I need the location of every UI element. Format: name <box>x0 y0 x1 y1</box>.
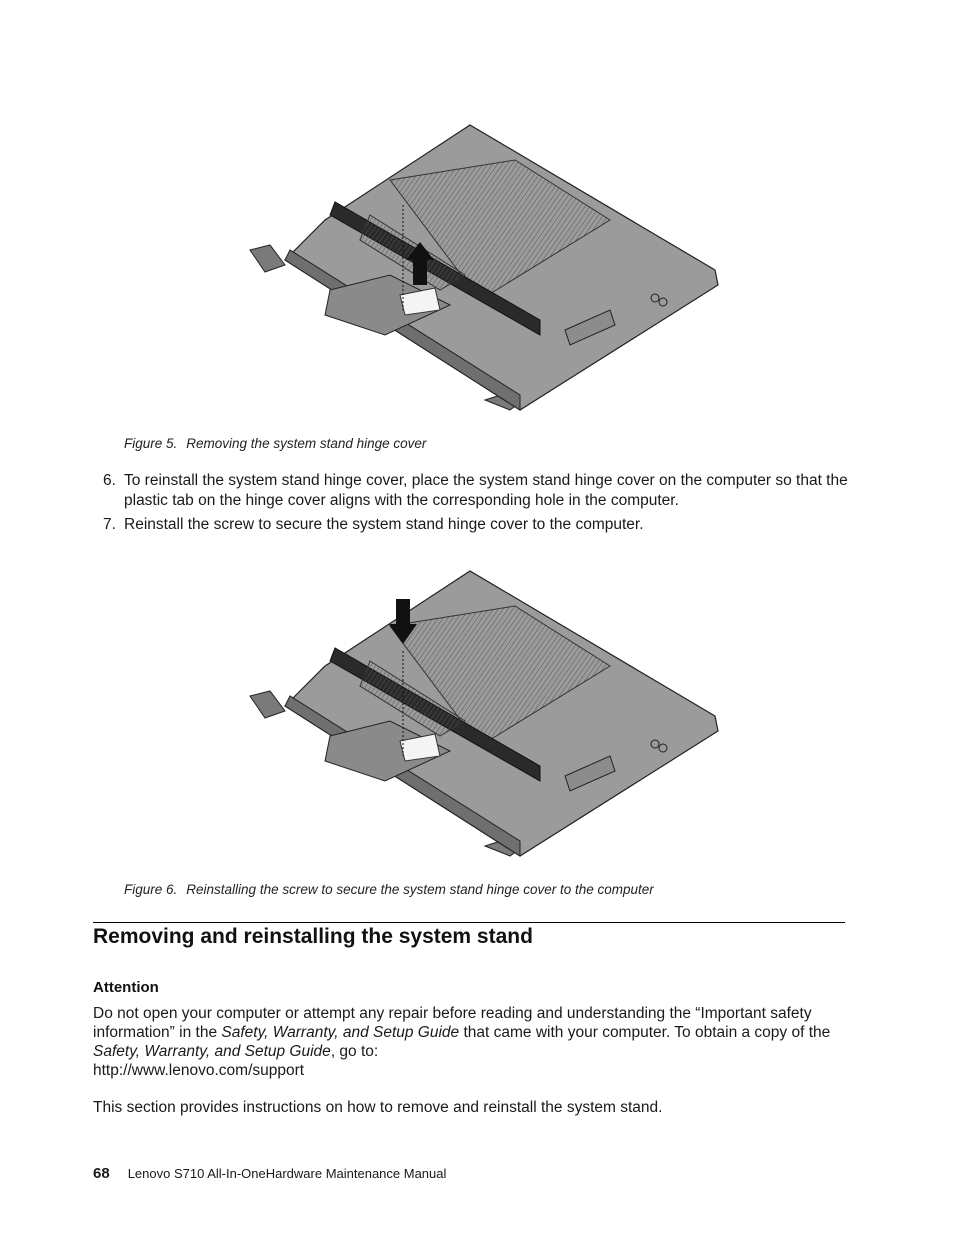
attention-text-3: , go to: <box>330 1043 379 1060</box>
step-number: 7. <box>103 516 116 533</box>
figure-5-illustration <box>240 120 730 420</box>
computer-back-illustration <box>240 120 730 420</box>
step-text: Reinstall the screw to secure the system stand hinge cover to the computer. <box>124 516 644 533</box>
attention-text-1: Do not open your computer or attempt any repair before reading and understanding the “Important safety information” in the <box>93 1005 812 1041</box>
support-url: http://www.lenovo.com/support <box>93 1062 305 1079</box>
figure-6-caption <box>124 882 654 897</box>
page-number: 68 <box>93 1165 110 1182</box>
manual-title: Lenovo S710 All-In-OneHardware Maintenance Manual <box>127 1166 447 1181</box>
figure-6-illustration <box>240 566 730 866</box>
figure-5-label: Figure 5. <box>124 436 178 451</box>
step-text: To reinstall the system stand hinge cover, place the system stand hinge cover on the computer so that the plastic tab on the hinge cover aligns with the corresponding hole in the computer. <box>124 472 848 509</box>
intro-paragraph: This section provides instructions on how to remove and reinstall the system stand. <box>93 1099 663 1116</box>
step-number: 6. <box>103 472 116 489</box>
guide-title: Safety, Warranty, and Setup Guide <box>221 1024 460 1041</box>
section-divider <box>93 922 845 923</box>
attention-text-2: that came with your computer. To obtain a copy of the <box>459 1024 831 1041</box>
figure-5-caption <box>124 436 426 451</box>
computer-back-illustration <box>240 566 730 866</box>
figure-6-text: Reinstalling the screw to secure the system stand hinge cover to the computer <box>186 882 654 897</box>
step-list <box>103 471 848 540</box>
figure-5-text: Removing the system stand hinge cover <box>186 436 427 451</box>
attention-paragraph <box>93 1004 851 1080</box>
list-item <box>103 471 848 510</box>
guide-title: Safety, Warranty, and Setup Guide <box>93 1043 331 1060</box>
page-footer <box>93 1165 446 1183</box>
list-item <box>103 515 848 535</box>
figure-6-label: Figure 6. <box>124 882 178 897</box>
section-heading: Removing and reinstalling the system stand <box>93 925 533 948</box>
attention-heading: Attention <box>93 979 159 996</box>
